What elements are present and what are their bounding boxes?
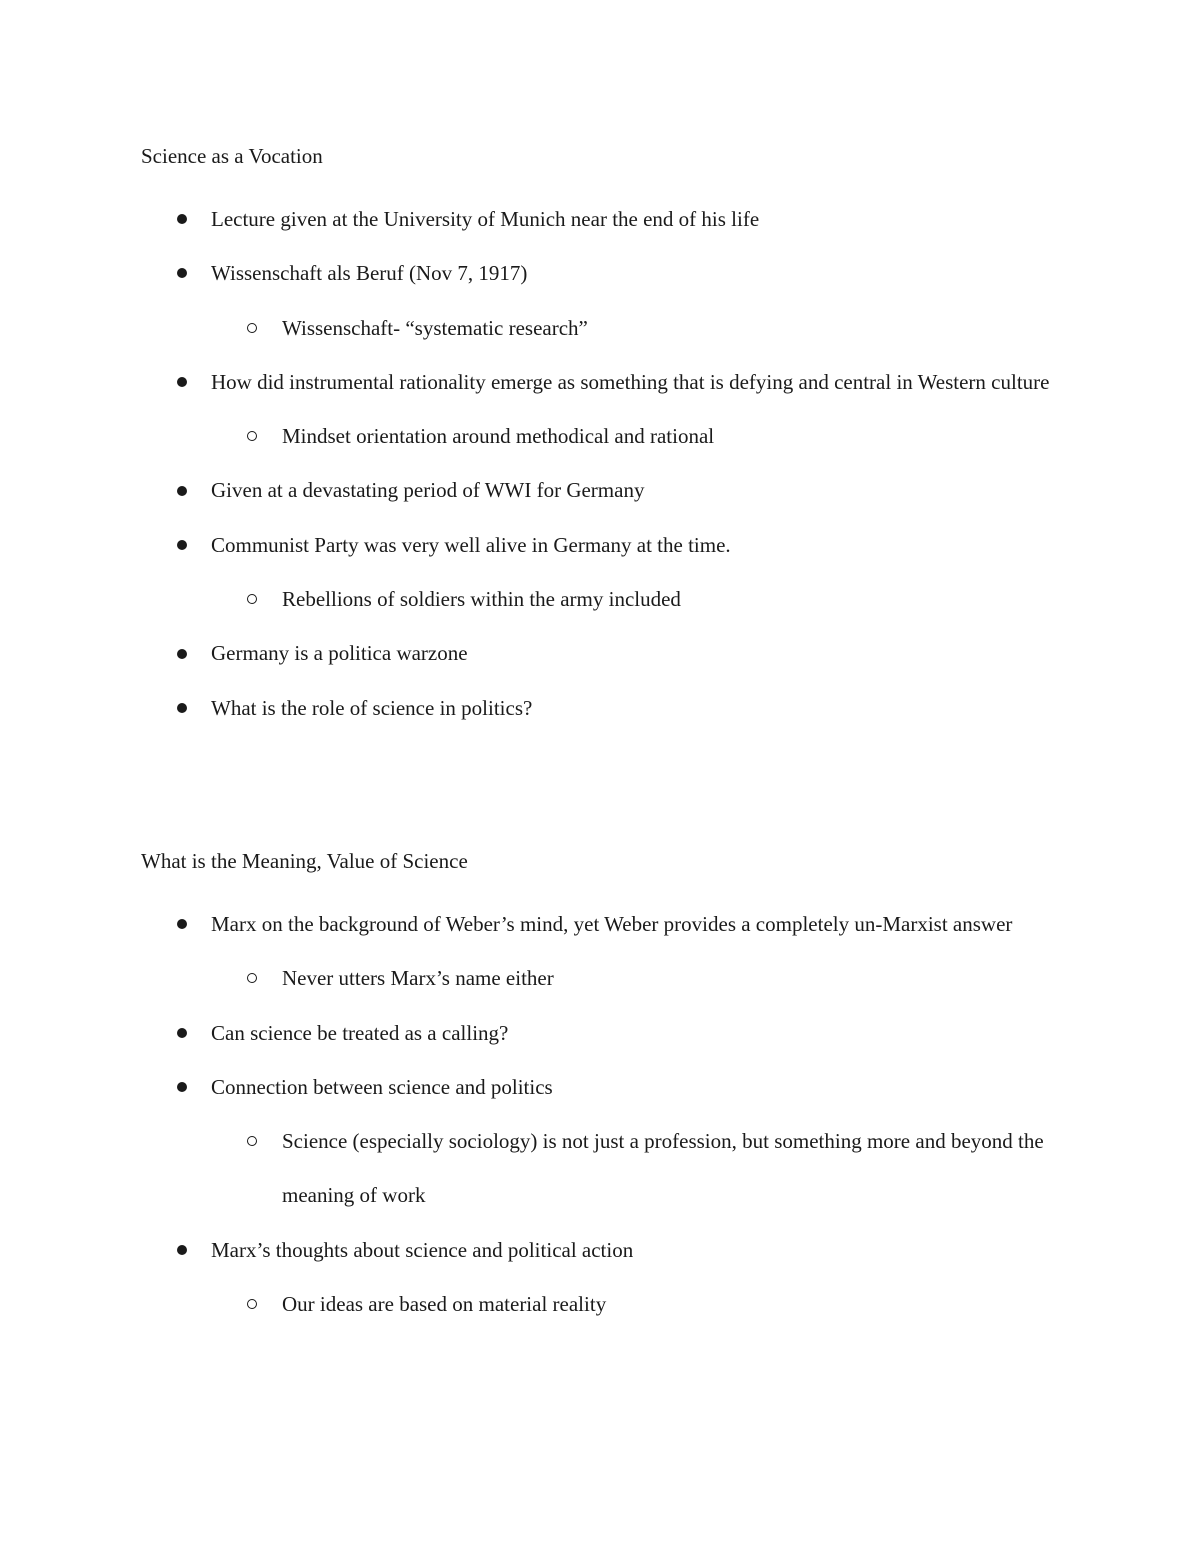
bullet-circle-icon — [247, 594, 257, 604]
bullet-disc-icon — [177, 377, 187, 387]
bullet-disc-icon — [177, 919, 187, 929]
bullet-disc-icon — [177, 1028, 187, 1038]
list-item-text: Germany is a politica warzone — [211, 641, 468, 666]
sub-list-item — [282, 572, 1072, 626]
list-item — [211, 681, 1071, 735]
list-item-text: Our ideas are based on material reality — [282, 1292, 607, 1317]
list-item — [211, 192, 1071, 246]
list-item-text: Communist Party was very well alive in Germany at the time. — [211, 532, 731, 557]
list-item — [211, 897, 1071, 951]
bullet-disc-icon — [177, 540, 187, 550]
bullet-circle-icon — [247, 973, 257, 983]
sub-list-item — [282, 1277, 1072, 1331]
bullet-list — [0, 192, 1200, 735]
list-item-text: Wissenschaft als Beruf (Nov 7, 1917) — [211, 261, 528, 286]
sub-list-item — [282, 1114, 1072, 1223]
list-item-text: Lecture given at the University of Munich near the end of his life — [211, 207, 760, 231]
bullet-circle-icon — [247, 323, 257, 333]
list-item-text: Science (especially sociology) is not just a profession, but something more and beyond the meaning of work — [282, 1129, 1044, 1208]
bullet-circle-icon — [247, 1136, 257, 1146]
list-item — [211, 246, 1071, 300]
sub-list-item — [282, 301, 1072, 355]
sub-list-item — [282, 409, 1072, 463]
bullet-disc-icon — [177, 1082, 187, 1092]
list-item-text: Wissenschaft- “systematic research” — [282, 315, 588, 340]
list-item-text: Given at a devastating period of WWI for Germany — [211, 478, 645, 503]
list-item-text: Marx on the background of Weber’s mind, yet Weber provides a completely un-Marxist answer — [211, 912, 1013, 936]
bullet-disc-icon — [177, 486, 187, 496]
bullet-disc-icon — [177, 703, 187, 713]
list-item — [211, 1223, 1071, 1277]
list-item-text: Can science be treated as a calling? — [211, 1020, 509, 1045]
list-item-text: Mindset orientation around methodical and rational — [282, 424, 715, 449]
bullet-circle-icon — [247, 1299, 257, 1309]
list-item — [211, 355, 1071, 409]
bullet-disc-icon — [177, 1245, 187, 1255]
bullet-disc-icon — [177, 649, 187, 659]
list-item — [211, 626, 1071, 680]
section-heading: What is the Meaning, Value of Science — [141, 849, 468, 873]
sub-list-item — [282, 951, 1072, 1005]
list-item-text: Never utters Marx’s name either — [282, 966, 554, 991]
list-item-text: Marx’s thoughts about science and political action — [211, 1237, 634, 1262]
bullet-list — [0, 897, 1200, 1331]
list-item-text: Connection between science and politics — [211, 1074, 553, 1099]
bullet-circle-icon — [247, 431, 257, 441]
list-item-text: What is the role of science in politics? — [211, 695, 533, 720]
section-heading: Science as a Vocation — [141, 144, 323, 168]
list-item-text: How did instrumental rationality emerge as something that is defying and central in Western culture — [211, 369, 1050, 394]
list-item — [211, 1060, 1071, 1114]
list-item — [211, 463, 1071, 517]
list-item — [211, 1006, 1071, 1060]
bullet-disc-icon — [177, 268, 187, 278]
bullet-disc-icon — [177, 214, 187, 224]
list-item — [211, 518, 1071, 572]
list-item-text: Rebellions of soldiers within the army included — [282, 587, 681, 612]
